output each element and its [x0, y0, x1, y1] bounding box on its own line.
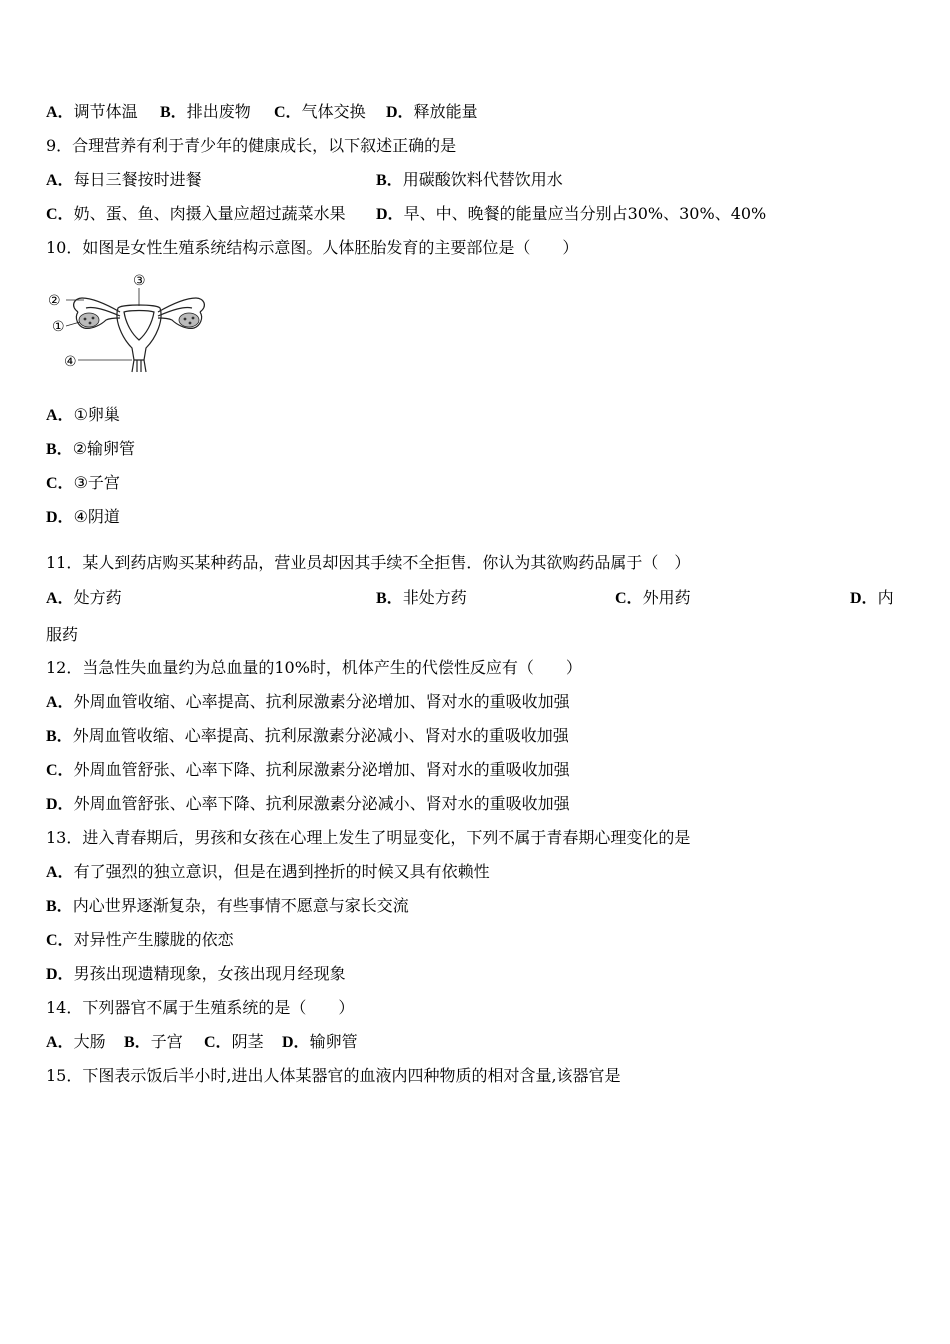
q12-option-c: C．外周血管舒张、心率下降、抗利尿激素分泌增加、肾对水的重吸收加强 [46, 760, 570, 779]
label-3: ③ [133, 273, 146, 289]
q13-option-b: B．内心世界逐渐复杂，有些事情不愿意与家长交流 [46, 896, 409, 915]
q11-option-a: A．处方药 [46, 588, 122, 607]
q8-option-c: C．气体交换 [274, 102, 366, 121]
q9-stem: 9．合理营养有利于青少年的健康成长，以下叙述正确的是 [46, 136, 457, 155]
q11-option-c: C．外用药 [615, 588, 691, 607]
q12-stem: 12．当急性失血量约为总血量的10%时，机体产生的代偿性反应有（ ） [46, 658, 582, 677]
label-1: ① [52, 319, 65, 335]
q12-option-b: B．外周血管收缩、心率提高、抗利尿激素分泌减小、肾对水的重吸收加强 [46, 726, 569, 745]
q8-option-b: B．排出废物 [160, 102, 251, 121]
q12-option-a: A．外周血管收缩、心率提高、抗利尿激素分泌增加、肾对水的重吸收加强 [46, 692, 570, 711]
q14-option-c: C．阴茎 [204, 1032, 264, 1051]
q13-stem: 13．进入青春期后，男孩和女孩在心理上发生了明显变化，下列不属于青春期心理变化的是 [46, 828, 691, 847]
q10-option-b: B．②输卵管 [46, 439, 136, 458]
q10-option-a: A．①卵巢 [46, 405, 120, 424]
q13-option-c: C．对异性产生朦胧的依恋 [46, 930, 234, 949]
q8-option-a: A．调节体温 [46, 102, 138, 121]
right-ovary [179, 313, 199, 327]
q11-option-b: B．非处方药 [376, 588, 467, 607]
q9-option-b: B．用碳酸饮料代替饮用水 [376, 170, 563, 189]
q14-option-b: B．子宫 [124, 1032, 183, 1051]
q8-option-d: D．释放能量 [386, 102, 478, 121]
q13-option-a: A．有了强烈的独立意识，但是在遇到挫折的时候又具有依赖性 [46, 862, 490, 881]
q10-option-c: C．③子宫 [46, 473, 120, 492]
q14-option-d: D．输卵管 [282, 1032, 358, 1051]
q10-stem: 10．如图是女性生殖系统结构示意图。人体胚胎发育的主要部位是（ ） [46, 238, 579, 257]
q9-option-a: A．每日三餐按时进餐 [46, 170, 202, 189]
label-2: ② [48, 293, 61, 309]
female-reproductive-system-diagram [44, 268, 214, 374]
q11-stem: 11．某人到药店购买某种药品，营业员却因其手续不全拒售．你认为其欲购药品属于（ ） [46, 553, 691, 572]
label-4: ④ [64, 354, 77, 370]
q12-option-d: D．外周血管舒张、心率下降、抗利尿激素分泌减小、肾对水的重吸收加强 [46, 794, 570, 813]
q15-stem: 15．下图表示饭后半小时,进出人体某器官的血液内四种物质的相对含量,该器官是 [46, 1066, 621, 1085]
q11-option-d-wrap: 服药 [46, 625, 79, 644]
q11-option-d: D．内 [850, 588, 894, 607]
q9-option-c: C．奶、蛋、鱼、肉摄入量应超过蔬菜水果 [46, 204, 346, 223]
left-ovary [79, 313, 99, 327]
q10-option-d: D．④阴道 [46, 507, 120, 526]
q9-option-d: D．早、中、晚餐的能量应当分别占30%、30%、40% [376, 204, 767, 223]
q14-stem: 14．下列器官不属于生殖系统的是（ ） [46, 998, 355, 1017]
q14-option-a: A．大肠 [46, 1032, 106, 1051]
q13-option-d: D．男孩出现遗精现象，女孩出现月经现象 [46, 964, 346, 983]
